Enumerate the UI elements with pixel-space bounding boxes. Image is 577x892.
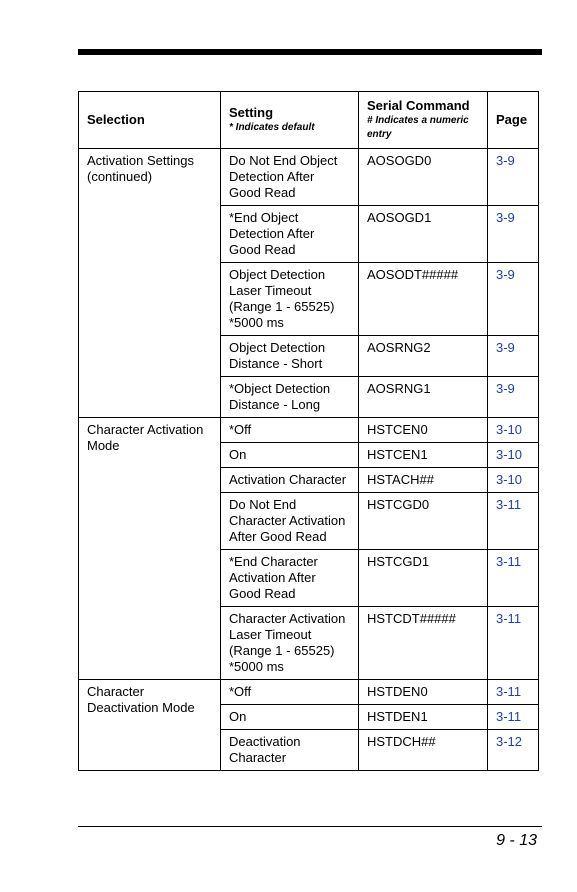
table-row bbox=[79, 680, 539, 705]
table-row bbox=[79, 418, 539, 443]
setting-cell: Character Activation Laser Timeout (Range 1 - 65525) *5000 ms bbox=[221, 607, 359, 680]
table-header-row bbox=[79, 92, 539, 149]
serial-command-cell: AOSOGD0 bbox=[359, 149, 488, 206]
selection-cell: Activation Settings (continued) bbox=[79, 149, 221, 418]
serial-command-cell: HSTACH## bbox=[359, 468, 488, 493]
setting-cell: *Off bbox=[221, 418, 359, 443]
serial-command-cell: AOSRNG1 bbox=[359, 377, 488, 418]
page-link[interactable]: 3-10 bbox=[488, 468, 539, 493]
page-link[interactable]: 3-10 bbox=[488, 443, 539, 468]
header-serial-command: Serial Command # Indicates a numeric entry bbox=[359, 92, 488, 149]
serial-command-cell: HSTCEN0 bbox=[359, 418, 488, 443]
setting-cell: *Off bbox=[221, 680, 359, 705]
serial-command-cell: AOSODT##### bbox=[359, 263, 488, 336]
header-selection: Selection bbox=[79, 92, 221, 149]
selection-cell: Character Activation Mode bbox=[79, 418, 221, 680]
page-link[interactable]: 3-11 bbox=[488, 493, 539, 550]
serial-command-cell: HSTDEN0 bbox=[359, 680, 488, 705]
setting-cell: Object Detection Distance - Short bbox=[221, 336, 359, 377]
header-setting-note: * Indicates default bbox=[229, 122, 315, 133]
top-rule bbox=[78, 49, 542, 55]
page-number: 9 - 13 bbox=[496, 832, 537, 849]
setting-cell: *End Object Detection After Good Read bbox=[221, 206, 359, 263]
bottom-rule bbox=[78, 826, 542, 827]
page-link[interactable]: 3-9 bbox=[488, 263, 539, 336]
serial-command-cell: HSTDEN1 bbox=[359, 705, 488, 730]
page-link[interactable]: 3-12 bbox=[488, 730, 539, 771]
page-link[interactable]: 3-9 bbox=[488, 206, 539, 263]
page-link[interactable]: 3-11 bbox=[488, 705, 539, 730]
page-link[interactable]: 3-11 bbox=[488, 550, 539, 607]
setting-cell: Deactivation Character bbox=[221, 730, 359, 771]
header-page: Page bbox=[488, 92, 539, 149]
serial-command-cell: AOSRNG2 bbox=[359, 336, 488, 377]
table-row bbox=[79, 149, 539, 206]
serial-command-cell: HSTCGD1 bbox=[359, 550, 488, 607]
serial-command-cell: HSTCEN1 bbox=[359, 443, 488, 468]
serial-command-cell: HSTCGD0 bbox=[359, 493, 488, 550]
serial-command-cell: HSTDCH## bbox=[359, 730, 488, 771]
page-link[interactable]: 3-11 bbox=[488, 607, 539, 680]
page-link[interactable]: 3-10 bbox=[488, 418, 539, 443]
page-link[interactable]: 3-9 bbox=[488, 149, 539, 206]
setting-cell: Activation Character bbox=[221, 468, 359, 493]
serial-command-cell: HSTCDT##### bbox=[359, 607, 488, 680]
setting-cell: Do Not End Character Activation After Good Read bbox=[221, 493, 359, 550]
selection-cell: Character Deactivation Mode bbox=[79, 680, 221, 771]
setting-cell: Do Not End Object Detection After Good Read bbox=[221, 149, 359, 206]
setting-cell: *Object Detection Distance - Long bbox=[221, 377, 359, 418]
page-link[interactable]: 3-9 bbox=[488, 377, 539, 418]
setting-cell: Object Detection Laser Timeout (Range 1 - 65525) *5000 ms bbox=[221, 263, 359, 336]
setting-cell: On bbox=[221, 705, 359, 730]
serial-command-cell: AOSOGD1 bbox=[359, 206, 488, 263]
serial-command-table bbox=[78, 91, 539, 771]
header-setting: Setting * Indicates default bbox=[221, 92, 359, 149]
page-link[interactable]: 3-9 bbox=[488, 336, 539, 377]
setting-cell: *End Character Activation After Good Read bbox=[221, 550, 359, 607]
setting-cell: On bbox=[221, 443, 359, 468]
page-link[interactable]: 3-11 bbox=[488, 680, 539, 705]
table-body bbox=[79, 149, 539, 771]
header-serial-note: # Indicates a numeric entry bbox=[367, 115, 469, 140]
